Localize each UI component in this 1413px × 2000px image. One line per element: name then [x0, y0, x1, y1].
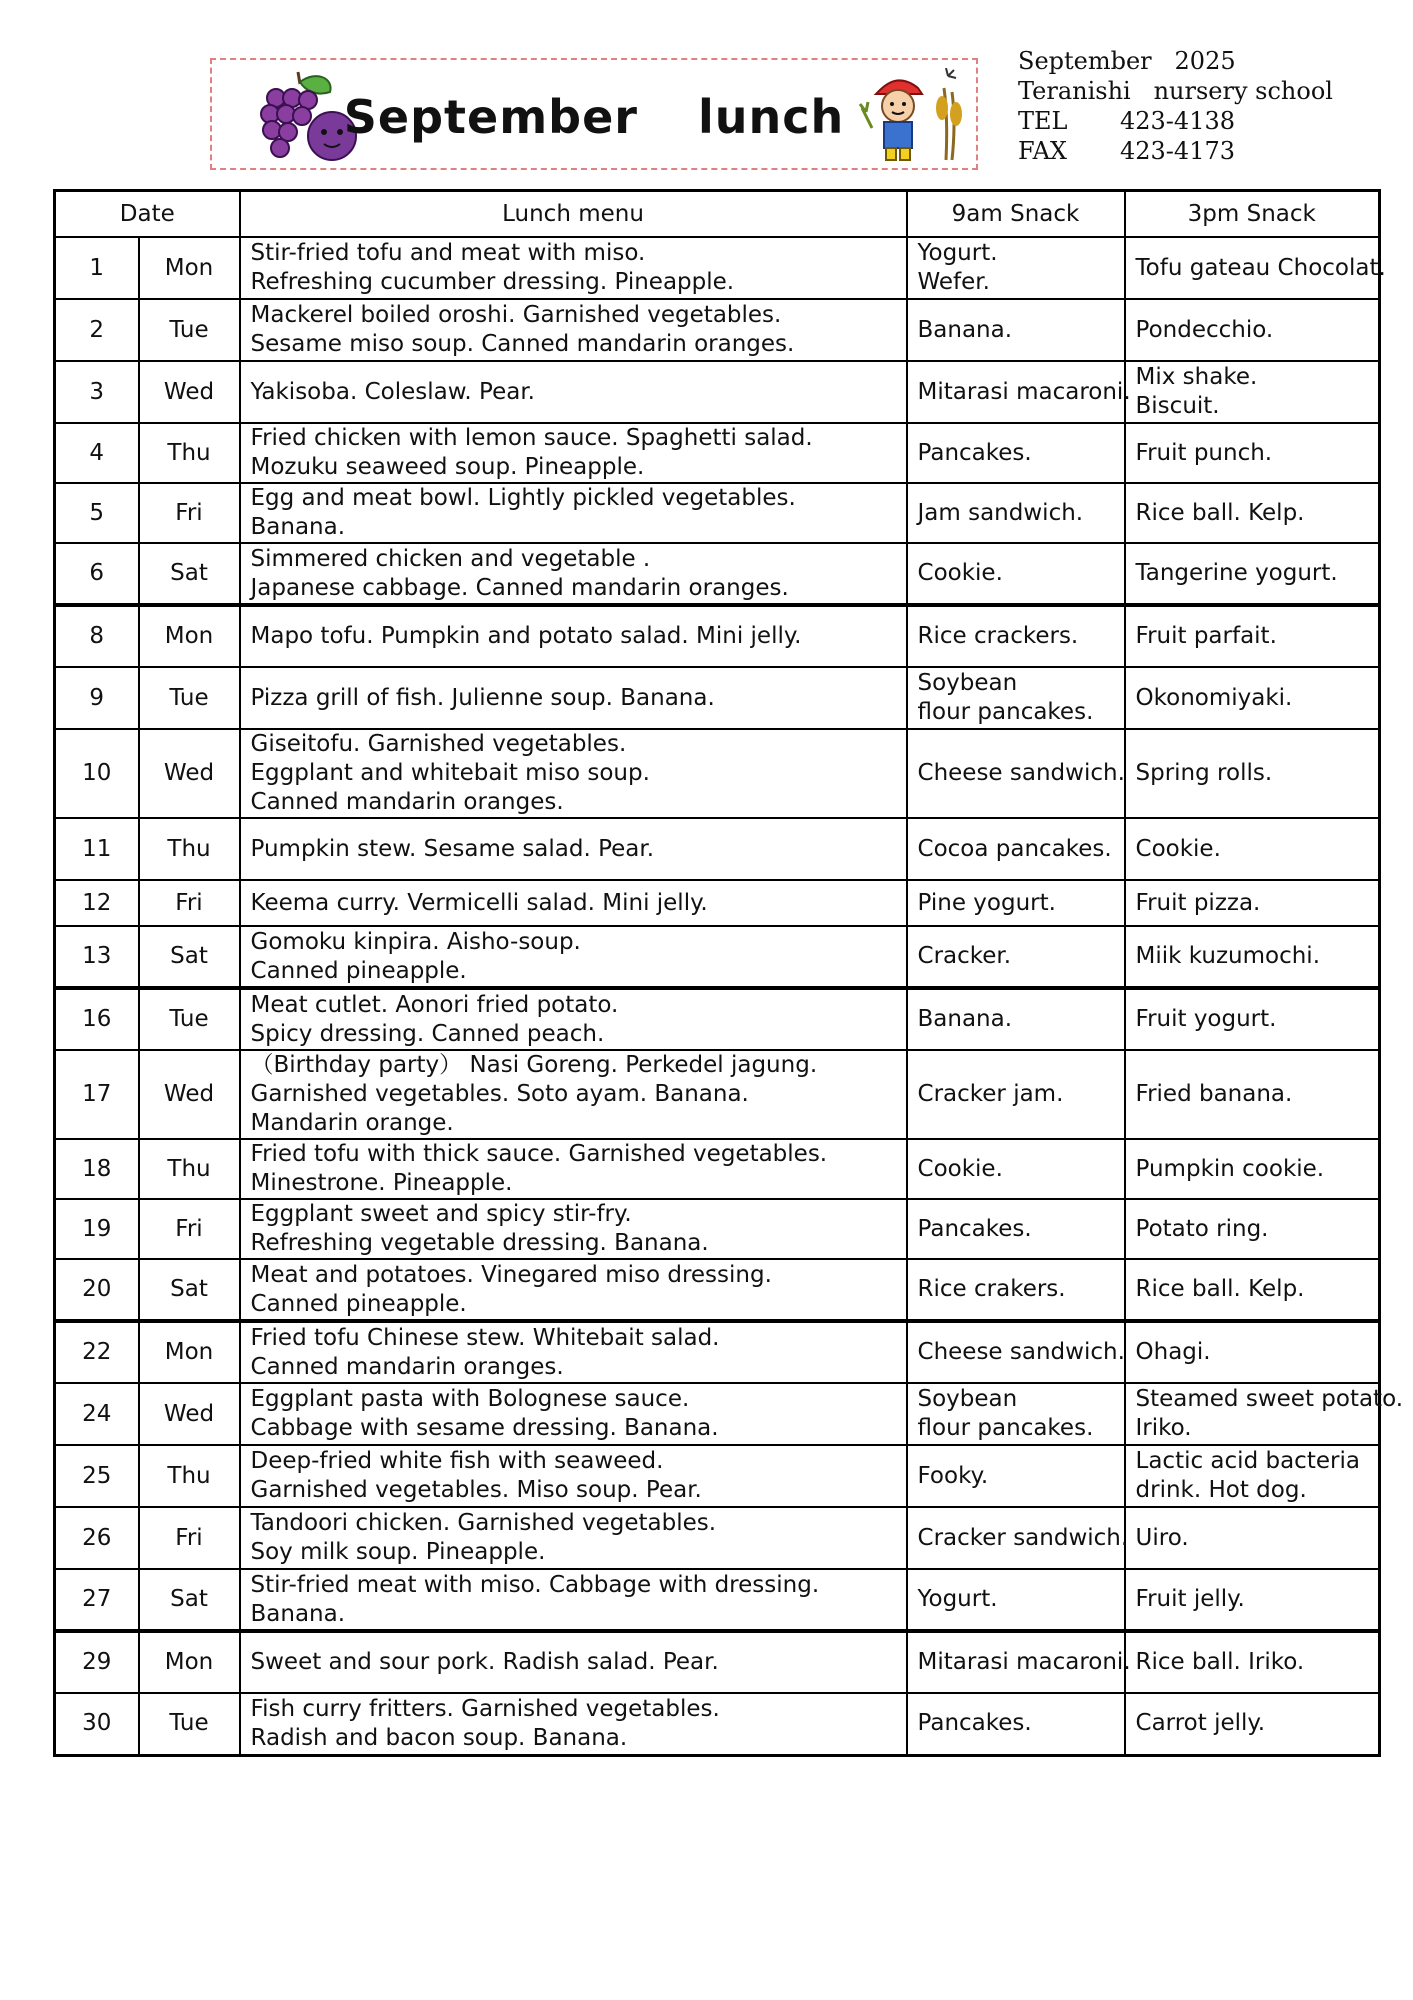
- lunch-menu-cell: [240, 1631, 907, 1693]
- menu-line: Pumpkin cookie.: [1135, 1155, 1325, 1182]
- am-snack-cell: [907, 1383, 1125, 1445]
- menu-line: Okonomiyaki.: [1135, 684, 1293, 711]
- menu-line: Deep-fried white fish with seaweed.: [250, 1448, 664, 1474]
- menu-line: Pine yogurt.: [917, 889, 1056, 916]
- menu-line: Spring rolls.: [1135, 760, 1273, 786]
- pm-snack-cell: [1125, 1139, 1380, 1199]
- lunch-menu-cell: [240, 818, 907, 880]
- menu-line: Simmered chicken and vegetable .: [250, 545, 651, 572]
- menu-line: Fried banana.: [1135, 1081, 1293, 1107]
- am-snack-cell: [907, 483, 1125, 543]
- lunch-menu-cell: [240, 423, 907, 483]
- menu-line: Mozuku seaweed soup. Pineapple.: [250, 454, 645, 480]
- menu-line: Fruit jelly.: [1135, 1586, 1245, 1612]
- menu-line: Fish curry fritters. Garnished vegetables.: [250, 1695, 720, 1722]
- menu-line: Egg and meat bowl. Lightly pickled vegetables.: [250, 485, 796, 511]
- table-row: [55, 299, 1380, 361]
- date-day: 22: [55, 1321, 139, 1383]
- pm-snack-cell: [1125, 926, 1380, 988]
- menu-line: Banana.: [917, 316, 1013, 343]
- menu-line: Sweet and sour pork. Radish salad. Pear.: [250, 1649, 719, 1675]
- date-day: 16: [55, 988, 139, 1050]
- date-day: 5: [55, 483, 139, 543]
- am-snack-cell: [907, 880, 1125, 926]
- date-day: 26: [55, 1507, 139, 1569]
- menu-line: （Birthday party） Nasi Goreng. Perkedel jagung.: [250, 1052, 818, 1078]
- menu-line: Soybean: [917, 1386, 1018, 1412]
- menu-line: Tangerine yogurt.: [1135, 560, 1338, 586]
- lunch-menu-cell: [240, 1259, 907, 1321]
- lunch-menu-cell: [240, 1445, 907, 1507]
- pm-snack-cell: [1125, 1507, 1380, 1569]
- menu-line: Fruit parfait.: [1135, 623, 1277, 649]
- lunch-menu-table: [53, 189, 1404, 1757]
- table-row: [55, 423, 1380, 483]
- menu-line: Wefer.: [917, 269, 990, 295]
- date-day: 11: [55, 818, 139, 880]
- pm-snack-cell: [1125, 1050, 1380, 1139]
- menu-line: Fried tofu with thick sauce. Garnished vegetables.: [250, 1141, 828, 1167]
- menu-line: flour pancakes.: [917, 699, 1094, 725]
- am-snack-cell: [907, 988, 1125, 1050]
- am-snack-cell: [907, 1259, 1125, 1321]
- menu-line: Cheese sandwich.: [917, 760, 1125, 786]
- table-row: [55, 1569, 1380, 1631]
- date-day: 17: [55, 1050, 139, 1139]
- table-row: [55, 1199, 1380, 1259]
- menu-line: Soybean: [917, 670, 1018, 696]
- am-snack-cell: [907, 1050, 1125, 1139]
- pm-snack-cell: [1125, 1631, 1380, 1693]
- header-lunch-menu: Lunch menu: [240, 191, 907, 238]
- header-9am-snack: 9am Snack: [907, 191, 1125, 238]
- info-tel: [1018, 106, 1333, 136]
- date-day: 1: [55, 237, 139, 299]
- menu-line: Garnished vegetables. Soto ayam. Banana.: [250, 1081, 749, 1107]
- weekday: Sat: [139, 1569, 240, 1631]
- menu-line: Pancakes.: [917, 1710, 1032, 1737]
- lunch-menu-cell: [240, 1693, 907, 1755]
- menu-line: Pancakes.: [917, 1215, 1032, 1242]
- menu-line: Fruit pizza.: [1135, 889, 1261, 916]
- header-3pm-snack: 3pm Snack: [1125, 191, 1380, 238]
- menu-line: Refreshing cucumber dressing. Pineapple.: [250, 269, 735, 295]
- date-day: 13: [55, 926, 139, 988]
- menu-line: Fruit yogurt.: [1135, 1006, 1277, 1032]
- menu-line: Canned mandarin oranges.: [250, 789, 564, 815]
- lunch-menu-cell: [240, 543, 907, 605]
- pm-snack-cell: [1125, 299, 1380, 361]
- table-row: [55, 1321, 1380, 1383]
- am-snack-cell: [907, 423, 1125, 483]
- menu-line: Cocoa pancakes.: [917, 835, 1112, 862]
- menu-line: Meat cutlet. Aonori fried potato.: [250, 991, 619, 1018]
- menu-line: Mackerel boiled oroshi. Garnished vegetables.: [250, 302, 782, 328]
- menu-line: Garnished vegetables. Miso soup. Pear.: [250, 1477, 702, 1503]
- weekday: Fri: [139, 1199, 240, 1259]
- table-row: [55, 926, 1380, 988]
- menu-line: Giseitofu. Garnished vegetables.: [250, 731, 627, 757]
- menu-line: Rice crakers.: [917, 1276, 1066, 1302]
- pm-snack-cell: [1125, 1445, 1380, 1507]
- info-month: September 2025: [1018, 47, 1236, 75]
- date-day: 25: [55, 1445, 139, 1507]
- lunch-menu-cell: [240, 237, 907, 299]
- menu-line: Rice ball. Kelp.: [1135, 499, 1305, 526]
- menu-line: Radish and bacon soup. Banana.: [250, 1724, 628, 1751]
- am-snack-cell: [907, 1321, 1125, 1383]
- table-row: [55, 1507, 1380, 1569]
- menu-line: Rice crackers.: [917, 623, 1079, 649]
- menu-line: Stir-fried tofu and meat with miso.: [250, 240, 646, 266]
- fax-number: 423-4173: [1120, 137, 1235, 165]
- am-snack-cell: [907, 818, 1125, 880]
- menu-line: Yogurt.: [917, 1586, 998, 1612]
- am-snack-cell: [907, 729, 1125, 818]
- lunch-menu-cell: [240, 1199, 907, 1259]
- menu-line: Mapo tofu. Pumpkin and potato salad. Mini jelly.: [250, 623, 802, 649]
- info-fax: [1018, 136, 1333, 166]
- pm-snack-cell: [1125, 1199, 1380, 1259]
- table-row: [55, 1139, 1380, 1199]
- menu-line: Pizza grill of fish. Julienne soup. Banana.: [250, 684, 715, 711]
- pm-snack-cell: [1125, 818, 1380, 880]
- menu-line: Miik kuzumochi.: [1135, 943, 1321, 969]
- am-snack-cell: [907, 1693, 1125, 1755]
- table-row: [55, 1631, 1380, 1693]
- menu-line: Rice ball. Iriko.: [1135, 1649, 1305, 1675]
- table-row: [55, 237, 1380, 299]
- table-row: [55, 605, 1380, 667]
- weekday: Mon: [139, 1631, 240, 1693]
- pm-snack-cell: [1125, 729, 1380, 818]
- weekday: Sat: [139, 926, 240, 988]
- date-day: 8: [55, 605, 139, 667]
- date-day: 27: [55, 1569, 139, 1631]
- menu-line: Yogurt.: [917, 240, 998, 266]
- table-row: [55, 818, 1380, 880]
- menu-line: Mix shake.: [1135, 364, 1258, 390]
- menu-line: Minestrone. Pineapple.: [250, 1170, 513, 1196]
- lunch-menu-cell: [240, 483, 907, 543]
- menu-line: Canned pineapple.: [250, 957, 467, 984]
- date-day: 12: [55, 880, 139, 926]
- menu-line: Biscuit.: [1135, 393, 1220, 419]
- date-day: 3: [55, 361, 139, 423]
- title-banner: [210, 58, 978, 170]
- weekday: Sat: [139, 543, 240, 605]
- weekday: Wed: [139, 1383, 240, 1445]
- pm-snack-cell: [1125, 880, 1380, 926]
- menu-line: Cheese sandwich.: [917, 1339, 1125, 1365]
- am-snack-cell: [907, 1507, 1129, 1569]
- weekday: Wed: [139, 729, 240, 818]
- menu-line: Lactic acid bacteria: [1135, 1448, 1360, 1474]
- menu-line: Banana.: [250, 1600, 346, 1627]
- table-row: [55, 543, 1380, 605]
- pm-snack-cell: [1125, 605, 1380, 667]
- pm-snack-cell: [1125, 543, 1380, 605]
- weekday: Sat: [139, 1259, 240, 1321]
- menu-line: Pumpkin stew. Sesame salad. Pear.: [250, 835, 655, 862]
- menu-line: drink. Hot dog.: [1135, 1477, 1307, 1503]
- info-school-name: Teranishi nursery school: [1018, 77, 1333, 105]
- am-snack-cell: [907, 237, 1125, 299]
- table-row: [55, 729, 1380, 818]
- menu-line: Fried tofu Chinese stew. Whitebait salad.: [250, 1324, 720, 1351]
- menu-line: Carrot jelly.: [1135, 1710, 1266, 1737]
- menu-line: Steamed sweet potato.: [1135, 1386, 1404, 1412]
- menu-line: Mitarasi macaroni.: [917, 1649, 1131, 1675]
- am-snack-cell: [907, 1139, 1125, 1199]
- weekday: Wed: [139, 361, 240, 423]
- weekday: Tue: [139, 988, 240, 1050]
- weekday: Thu: [139, 1445, 240, 1507]
- menu-line: Japanese cabbage. Canned mandarin oranges.: [250, 574, 789, 601]
- weekday: Wed: [139, 1050, 240, 1139]
- lunch-menu-cell: [240, 926, 907, 988]
- menu-line: Canned pineapple.: [250, 1290, 467, 1317]
- am-snack-cell: [907, 299, 1125, 361]
- title-word-lunch: lunch: [697, 90, 845, 144]
- table-row: [55, 1445, 1380, 1507]
- menu-line: Canned mandarin oranges.: [250, 1353, 564, 1380]
- weekday: Fri: [139, 880, 240, 926]
- weekday: Thu: [139, 1139, 240, 1199]
- lunch-menu-cell: [240, 729, 907, 818]
- date-day: 2: [55, 299, 139, 361]
- table-row: [55, 667, 1380, 729]
- menu-line: Potato ring.: [1135, 1215, 1269, 1242]
- weekday: Mon: [139, 1321, 240, 1383]
- weekday: Thu: [139, 818, 240, 880]
- table-row: [55, 1693, 1380, 1755]
- lunch-menu-cell: [240, 1507, 907, 1569]
- header-date: Date: [55, 191, 240, 238]
- table-row: [55, 880, 1380, 926]
- farmer-child-icon: [852, 68, 972, 166]
- am-snack-cell: [907, 1631, 1131, 1693]
- menu-line: Yakisoba. Coleslaw. Pear.: [250, 378, 535, 405]
- date-day: 30: [55, 1693, 139, 1755]
- menu-line: Fruit punch.: [1135, 439, 1273, 466]
- date-day: 10: [55, 729, 139, 818]
- date-day: 29: [55, 1631, 139, 1693]
- fax-label: FAX: [1018, 137, 1067, 165]
- date-day: 4: [55, 423, 139, 483]
- date-day: 6: [55, 543, 139, 605]
- menu-line: Mitarasi macaroni.: [917, 378, 1131, 405]
- pm-snack-cell: [1125, 483, 1380, 543]
- menu-line: Eggplant and whitebait miso soup.: [250, 760, 650, 786]
- menu-line: Pancakes.: [917, 439, 1032, 466]
- lunch-menu-cell: [240, 605, 907, 667]
- weekday: Mon: [139, 237, 240, 299]
- menu-line: Soy milk soup. Pineapple.: [250, 1539, 546, 1565]
- am-snack-cell: [907, 1569, 1125, 1631]
- school-info: [1018, 46, 1333, 166]
- menu-line: Cookie.: [1135, 835, 1221, 862]
- weekday: Tue: [139, 1693, 240, 1755]
- menu-line: Cookie.: [917, 560, 1003, 586]
- menu-line: Meat and potatoes. Vinegared miso dressing.: [250, 1261, 772, 1288]
- table-row: [55, 1383, 1380, 1445]
- menu-line: Keema curry. Vermicelli salad. Mini jelly.: [250, 889, 708, 916]
- lunch-menu-cell: [240, 299, 907, 361]
- pm-snack-cell: [1125, 1693, 1380, 1755]
- pm-snack-cell: [1125, 423, 1380, 483]
- menu-line: Tandoori chicken. Garnished vegetables.: [250, 1510, 717, 1536]
- am-snack-cell: [907, 926, 1125, 988]
- table-header-row: [55, 191, 1380, 238]
- lunch-menu-cell: [240, 1050, 907, 1139]
- lunch-menu-cell: [240, 988, 907, 1050]
- menu-line: Ohagi.: [1135, 1339, 1211, 1365]
- pm-snack-cell: [1125, 361, 1380, 423]
- pm-snack-cell: [1125, 1259, 1380, 1321]
- table-row: [55, 483, 1380, 543]
- menu-line: Spicy dressing. Canned peach.: [250, 1020, 605, 1047]
- am-snack-cell: [907, 361, 1131, 423]
- menu-line: Pondecchio.: [1135, 316, 1274, 343]
- menu-rows: [55, 237, 1404, 1755]
- menu-line: Refreshing vegetable dressing. Banana.: [250, 1230, 709, 1256]
- menu-line: Jam sandwich.: [917, 499, 1084, 526]
- pm-snack-cell: [1125, 667, 1380, 729]
- date-day: 20: [55, 1259, 139, 1321]
- title-word-september: September: [343, 90, 638, 144]
- table-row: [55, 361, 1380, 423]
- pm-snack-cell: [1125, 1321, 1380, 1383]
- am-snack-cell: [907, 605, 1125, 667]
- date-day: 19: [55, 1199, 139, 1259]
- menu-line: Cookie.: [917, 1155, 1003, 1182]
- date-day: 9: [55, 667, 139, 729]
- weekday: Tue: [139, 299, 240, 361]
- lunch-menu-cell: [240, 667, 907, 729]
- menu-line: Iriko.: [1135, 1415, 1192, 1441]
- weekday: Thu: [139, 423, 240, 483]
- menu-line: Gomoku kinpira. Aisho-soup.: [250, 928, 581, 955]
- menu-line: Stir-fried meat with miso. Cabbage with dressing.: [250, 1571, 820, 1598]
- menu-line: Cabbage with sesame dressing. Banana.: [250, 1415, 719, 1441]
- lunch-menu-cell: [240, 1321, 907, 1383]
- menu-line: Rice ball. Kelp.: [1135, 1276, 1305, 1302]
- am-snack-cell: [907, 1199, 1125, 1259]
- tel-label: TEL: [1018, 107, 1068, 135]
- menu-line: Fooky.: [917, 1462, 989, 1489]
- pm-snack-cell: [1125, 1383, 1404, 1445]
- weekday: Fri: [139, 1507, 240, 1569]
- weekday: Fri: [139, 483, 240, 543]
- am-snack-cell: [907, 667, 1125, 729]
- menu-line: Tofu gateau Chocolat.: [1135, 254, 1386, 281]
- pm-snack-cell: [1125, 1569, 1380, 1631]
- pm-snack-cell: [1125, 988, 1380, 1050]
- table-row: [55, 1050, 1380, 1139]
- lunch-menu-cell: [240, 1383, 907, 1445]
- pm-snack-cell: [1125, 237, 1386, 299]
- lunch-menu-cell: [240, 361, 907, 423]
- am-snack-cell: [907, 543, 1125, 605]
- am-snack-cell: [907, 1445, 1125, 1507]
- menu-line: Cracker jam.: [917, 1081, 1064, 1107]
- menu-line: Fried chicken with lemon sauce. Spaghetti salad.: [250, 425, 813, 451]
- menu-line: flour pancakes.: [917, 1415, 1094, 1441]
- menu-line: Uiro.: [1135, 1524, 1189, 1551]
- menu-line: Cracker sandwich.: [917, 1524, 1129, 1551]
- menu-line: Eggplant pasta with Bolognese sauce.: [250, 1386, 690, 1412]
- table-row: [55, 1259, 1380, 1321]
- menu-line: Sesame miso soup. Canned mandarin oranges.: [250, 331, 795, 357]
- menu-line: Banana.: [917, 1006, 1013, 1032]
- lunch-menu-cell: [240, 1139, 907, 1199]
- menu-line: Cracker.: [917, 943, 1012, 969]
- weekday: Mon: [139, 605, 240, 667]
- menu-line: Eggplant sweet and spicy stir-fry.: [250, 1201, 632, 1227]
- lunch-menu-cell: [240, 880, 907, 926]
- menu-line: Mandarin orange.: [250, 1110, 454, 1136]
- lunch-menu-cell: [240, 1569, 907, 1631]
- menu-line: Banana.: [250, 514, 346, 540]
- date-day: 24: [55, 1383, 139, 1445]
- table-row: [55, 988, 1380, 1050]
- date-day: 18: [55, 1139, 139, 1199]
- weekday: Tue: [139, 667, 240, 729]
- tel-number: 423-4138: [1120, 107, 1235, 135]
